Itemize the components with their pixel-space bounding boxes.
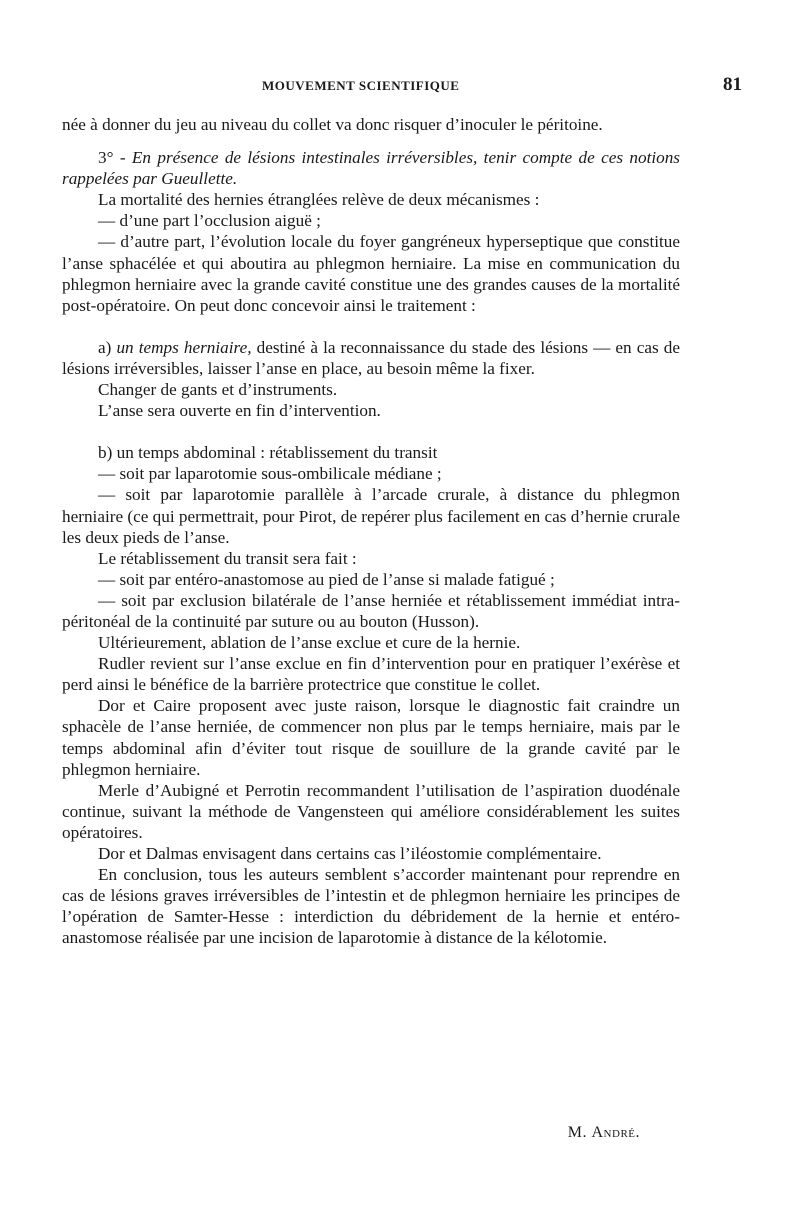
page-number: 81 (723, 74, 742, 95)
running-title: MOUVEMENT SCIENTIFIQUE (262, 78, 460, 93)
italic-heading: En présence de lésions intestinales irréversibles, tenir compte de ces notions rappelées par Gueullette. (62, 148, 680, 189)
paragraph-rest: destiné à la reconnaissance du stade des lésions — en cas de lésions irréversibles, laisser l’anse en place, au besoin même la fixer. (62, 337, 680, 378)
paragraph-3-heading (62, 147, 680, 189)
paragraph-b: b) un temps abdominal : rétablissement du transit (98, 443, 438, 463)
paragraph-number: 3° - (98, 148, 132, 168)
list-item: — soit par entéro-anastomose au pied de l’anse si malade fatigué ; (98, 569, 555, 589)
paragraph: L’anse sera ouverte en fin d’intervention. (98, 401, 381, 421)
paragraph: Merle d’Aubigné et Perrotin recommandent l’utilisation de l’aspiration duodénale continue, suivant la méthode de Vangensteen qui améliore considérablement les suites opératoires. (62, 780, 680, 842)
paragraph-gap (62, 316, 680, 337)
italic-term: un temps herniaire, (116, 337, 252, 357)
list-item: — soit par laparotomie parallèle à l’arcade crurale, à distance du phlegmon herniaire (ce qui permettrait, pour Pirot, de repérer plus facilement en cas d’hernie crurale les deux pieds de l’anse. (62, 485, 680, 547)
paragraph: Rudler revient sur l’anse exclue en fin d’intervention pour en pratiquer l’exérèse et perd ainsi le bénéfice de la barrière protectrice que constitue le collet. (62, 654, 680, 695)
paragraph: — d’autre part, l’évolution locale du foyer gangréneux hyperseptique que constitue l’anse sphacélée et qui aboutira au phlegmon herniaire. La mise en communication du phlegmon herniaire avec la grande cavité constitue une des grandes causes de la mortalité post-opératoire. On peut donc concevoir ainsi le traitement : (62, 232, 680, 315)
paragraph: Changer de gants et d’instruments. (98, 380, 338, 400)
paragraph: Ultérieurement, ablation de l’anse exclue et cure de la hernie. (98, 633, 521, 653)
paragraph-gap (62, 421, 680, 442)
list-item: — soit par laparotomie sous-ombilicale médiane ; (98, 464, 442, 484)
paragraph-a (62, 337, 680, 379)
list-item: — soit par exclusion bilatérale de l’anse herniée et rétablissement immédiat intra-péritonéal de la continuité par suture ou au bouton (Husson). (62, 590, 680, 631)
author-initial: M. (567, 1124, 592, 1141)
paragraph: Dor et Caire proposent avec juste raison, lorsque le diagnostic fait craindre un sphacèle de l’anse herniée, de commencer non plus par le temps herniaire, mais par le temps abdominal afin d’éviter tout risque de souillure de la grande cavité par le phlegmon herniaire. (62, 696, 680, 779)
author-name: André. (591, 1124, 640, 1141)
paragraph: Le rétablissement du transit sera fait : (98, 548, 357, 568)
paragraph: née à donner du jeu au niveau du collet va donc risquer d’inoculer le péritoine. (62, 115, 603, 134)
author-signature (568, 1124, 640, 1142)
body-text (62, 114, 680, 948)
running-head (62, 76, 742, 96)
paragraph: Dor et Dalmas envisagent dans certains cas l’iléostomie complémentaire. (98, 844, 602, 863)
paragraph: En conclusion, tous les auteurs semblent s’accorder maintenant pour reprendre en cas de lésions graves irréversibles de l’intestin et de phlegmon herniaire les principes de l’opération de Samter-Hesse : interdiction du débridement de la hernie et entéro-anastomose réalisée par une incision de laparotomie à distance de la kélotomie. (62, 865, 680, 948)
list-item: — d’une part l’occlusion aiguë ; (98, 211, 321, 231)
paragraph-gap (62, 135, 680, 147)
item-label: a) (98, 337, 117, 357)
paragraph: La mortalité des hernies étranglées relève de deux mécanismes : (98, 190, 540, 210)
